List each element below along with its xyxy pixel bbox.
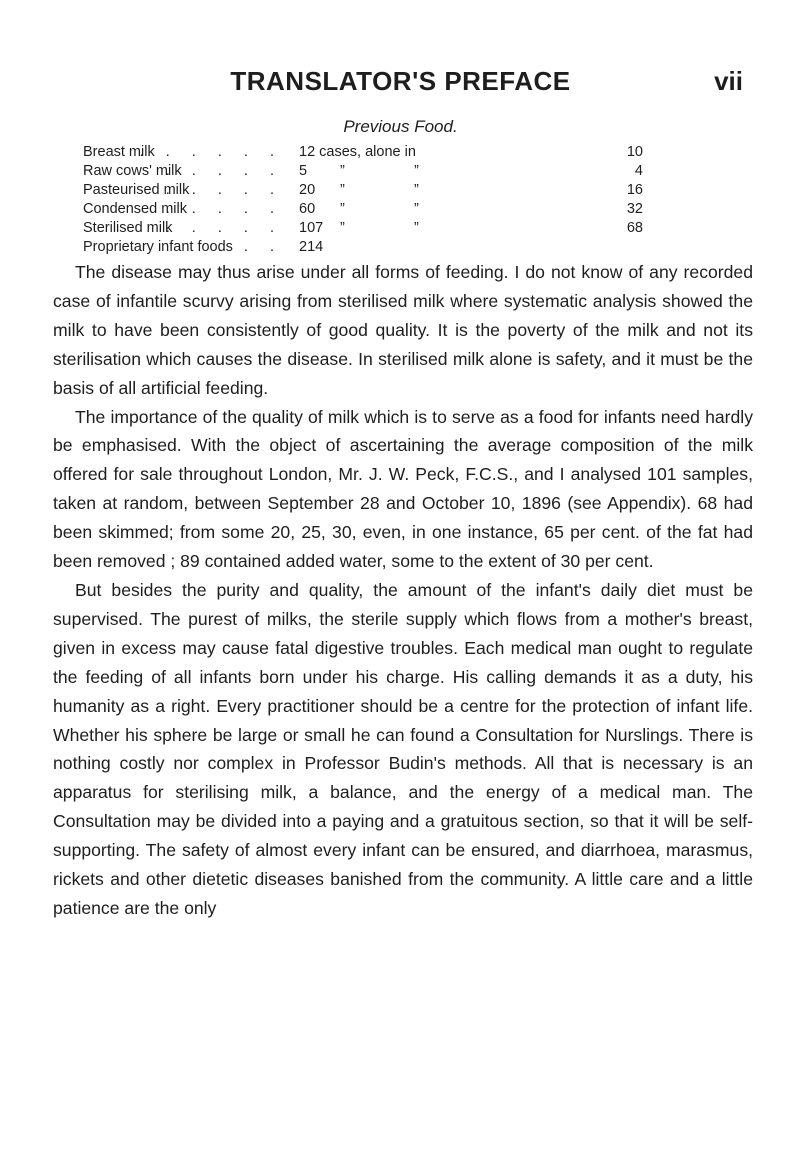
dot-leader: . . . . . xyxy=(165,182,283,198)
paragraph: The disease may thus arise under all forms of feeding. I do not know of any recorded case of infantile scurvy arising from sterilised milk where systematic analysis showed the milk to have been consistently of good quality. It is the poverty of the milk and not its sterilisation which causes the disease. In sterilised milk alone is safety, and it must be the basis of all artificial feeding. xyxy=(53,262,753,398)
ditto-mark: ” xyxy=(414,163,419,179)
paragraph: But besides the purity and quality, the amount of the infant's daily diet must be supervised. The purest of milks, the sterile supply which flows from a mother's breast, given in excess may cause fatal digestive troubles. Each medical man ought to regulate the feeding of all infants born under his charge. His calling demands it as a duty, his humanity as a right. Every practitioner should be a centre for the protection of infant life. Whether his sphere be large or small he can found a Consultation for Nurslings. There is nothing costly nor complex in Professor Budin's methods. All that is necessary is an apparatus for sterilising milk, a balance, and the energy of a medical man. The Consultation may be divided into a paying and a gratuitous section, so that it will be self-supporting. The safety of almost every infant can be ensured, and diarrhoea, marasmus, rickets and other dietetic diseases banished from the community. A little care and a little patience are the only xyxy=(53,579,753,918)
case-count: 5 xyxy=(299,163,308,179)
food-label: Breast milk xyxy=(83,144,155,160)
alone-count: 4 xyxy=(634,163,643,179)
body-text xyxy=(53,258,753,923)
ditto-mark: ” xyxy=(340,220,345,236)
dot-leader: . . . . . xyxy=(165,201,283,217)
table-row xyxy=(83,143,643,162)
dot-leader: . . . . . xyxy=(165,163,283,179)
ditto-mark: ” xyxy=(340,182,345,198)
alone-count: 68 xyxy=(626,220,643,236)
food-label: Pasteurised milk xyxy=(83,182,190,198)
previous-food-table xyxy=(83,143,643,257)
alone-count: 16 xyxy=(626,182,643,198)
table-row xyxy=(83,238,643,257)
table-title: Previous Food. xyxy=(343,117,458,136)
table-row xyxy=(83,162,643,181)
dot-leader: . . . . . xyxy=(165,220,283,236)
page-title: TRANSLATOR'S PREFACE xyxy=(230,66,571,96)
food-label: Sterilised milk xyxy=(83,220,173,236)
table-row xyxy=(83,181,643,200)
dot-leader: . . . . . . xyxy=(139,144,283,160)
ditto-mark: ” xyxy=(414,201,419,217)
table-row xyxy=(83,219,643,238)
alone-count: 10 xyxy=(626,144,643,160)
case-count: 214 xyxy=(299,239,324,255)
case-count: 60 xyxy=(299,201,316,217)
case-count: 20 xyxy=(299,182,316,198)
food-label: Raw cows' milk xyxy=(83,163,182,179)
ditto-mark: ” xyxy=(340,201,345,217)
case-count: 107 xyxy=(299,220,324,236)
ditto-mark: ” xyxy=(414,220,419,236)
page-header xyxy=(0,66,801,102)
alone-count: 32 xyxy=(626,201,643,217)
ditto-mark: ” xyxy=(414,182,419,198)
dot-leader: . . . xyxy=(217,239,283,255)
table-row xyxy=(83,200,643,219)
food-label: Condensed milk xyxy=(83,201,187,217)
page-number: vii xyxy=(714,66,743,96)
case-count: 12 cases, alone in xyxy=(299,144,416,160)
ditto-mark: ” xyxy=(340,163,345,179)
food-label: Proprietary infant foods xyxy=(83,239,233,255)
paragraph: The importance of the quality of milk which is to serve as a food for infants need hardly be emphasised. With the object of ascertaining the average composition of the milk offered for sale throughout London, Mr. J. W. Peck, F.C.S., and I analysed 101 samples, taken at random, between September 28 and October 10, 1896 (see Appendix). 68 had been skimmed; from some 20, 25, 30, even, in one instance, 65 per cent. of the fat had been removed ; 89 contained added water, some to the extent of 30 per cent. xyxy=(53,406,753,572)
